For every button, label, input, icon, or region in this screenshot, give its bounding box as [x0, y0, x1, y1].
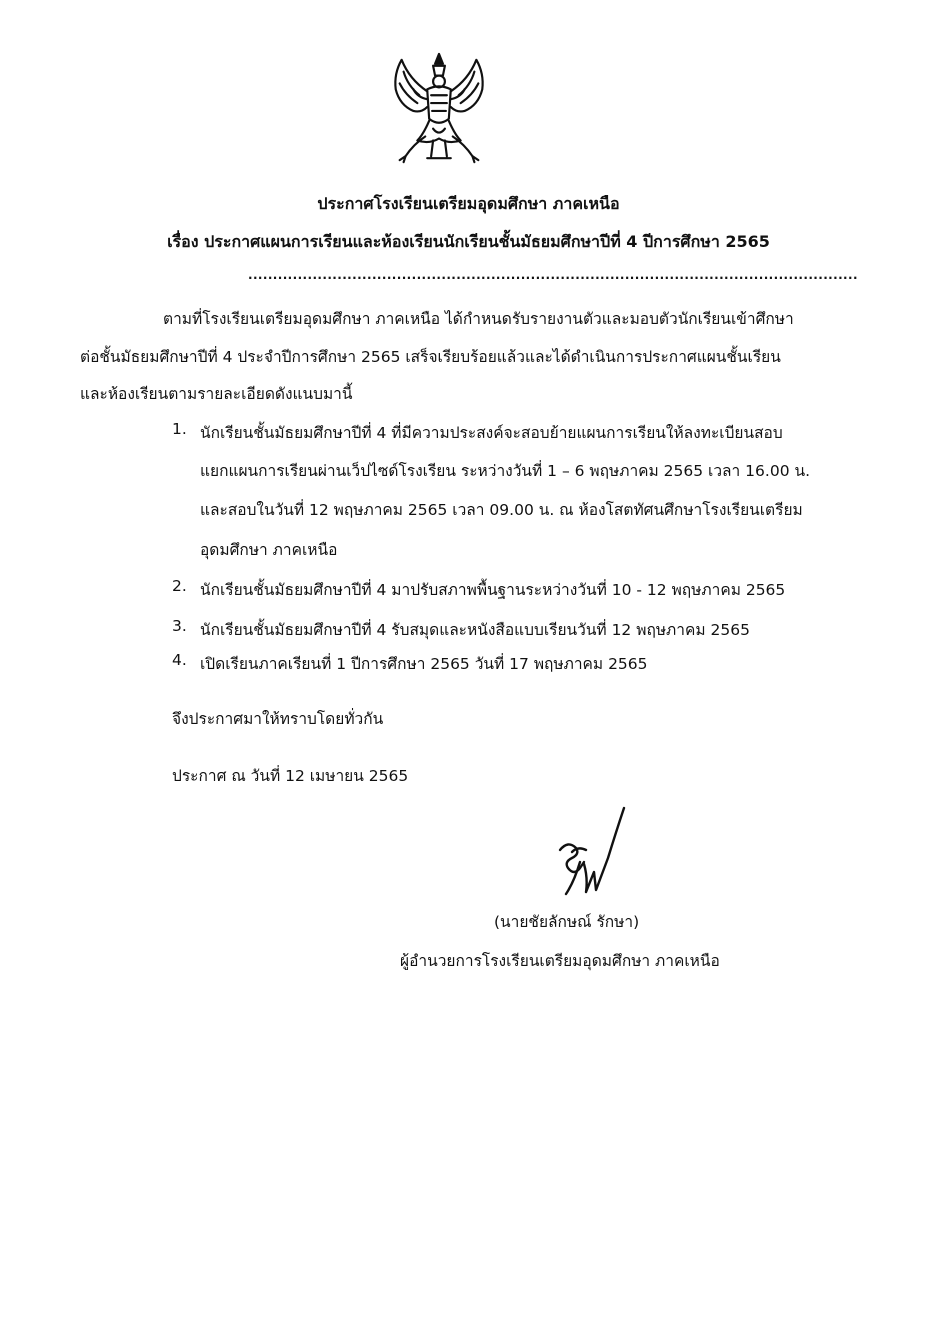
list-item-1-line-1: นักเรียนชั้นมัธยมศึกษาปีที่ 4 ที่มีความประสงค์จะสอบย้ายแผนการเรียนให้ลงทะเบียนสอบ	[200, 424, 783, 442]
dotted-separator: ...........................................................................................................................	[248, 268, 858, 282]
list-item-1-line-4: อุดมศึกษา ภาคเหนือ	[200, 541, 338, 559]
list-item-number: 1.	[172, 420, 187, 438]
list-item-number: 4.	[172, 651, 187, 669]
list-item-2: นักเรียนชั้นมัธยมศึกษาปีที่ 4 มาปรับสภาพพื้นฐานระหว่างวันที่ 10 - 12 พฤษภาคม 2565	[200, 581, 786, 599]
list-item-1-line-2: แยกแผนการเรียนผ่านเว็ปไซด์โรงเรียน ระหว่างวันที่ 1 – 6 พฤษภาคม 2565 เวลา 16.00 น.	[200, 462, 811, 480]
intro-line-1: ตามที่โรงเรียนเตรียมอุดมศึกษา ภาคเหนือ ได้กำหนดรับรายงานตัวและมอบตัวนักเรียนเข้าศึกษา	[163, 310, 794, 328]
handwritten-signature-icon	[550, 802, 640, 902]
announcement-title: ประกาศโรงเรียนเตรียมอุดมศึกษา ภาคเหนือ	[317, 194, 620, 213]
list-item-4: เปิดเรียนภาคเรียนที่ 1 ปีการศึกษา 2565 วันที่ 17 พฤษภาคม 2565	[200, 655, 648, 673]
list-item-number: 3.	[172, 617, 187, 635]
announcement-date: ประกาศ ณ วันที่ 12 เมษายน 2565	[172, 767, 409, 785]
intro-line-2: ต่อชั้นมัธยมศึกษาปีที่ 4 ประจำปีการศึกษา 2565 เสร็จเรียบร้อยแล้วและได้ดำเนินการประกาศแผนชั้นเรียน	[80, 348, 781, 366]
list-item-1-line-3: และสอบในวันที่ 12 พฤษภาคม 2565 เวลา 09.00 น. ณ ห้องโสตทัศนศึกษาโรงเรียนเตรียม	[200, 501, 803, 519]
list-item-3: นักเรียนชั้นมัธยมศึกษาปีที่ 4 รับสมุดและหนังสือแบบเรียนวันที่ 12 พฤษภาคม 2565	[200, 621, 750, 639]
announcement-subject: เรื่อง ประกาศแผนการเรียนและห้องเรียนนักเรียนชั้นมัธยมศึกษาปีที่ 4 ปีการศึกษา 2565	[167, 232, 770, 251]
signatory-name: (นายชัยลักษณ์ รักษา)	[494, 913, 640, 931]
intro-line-3: และห้องเรียนตามรายละเอียดดังแนบมานี้	[80, 385, 353, 403]
signatory-position: ผู้อำนวยการโรงเรียนเตรียมอุดมศึกษา ภาคเหนือ	[400, 952, 720, 970]
garuda-emblem-icon	[380, 50, 498, 168]
list-item-number: 2.	[172, 577, 187, 595]
closing-statement: จึงประกาศมาให้ทราบโดยทั่วกัน	[172, 710, 384, 728]
